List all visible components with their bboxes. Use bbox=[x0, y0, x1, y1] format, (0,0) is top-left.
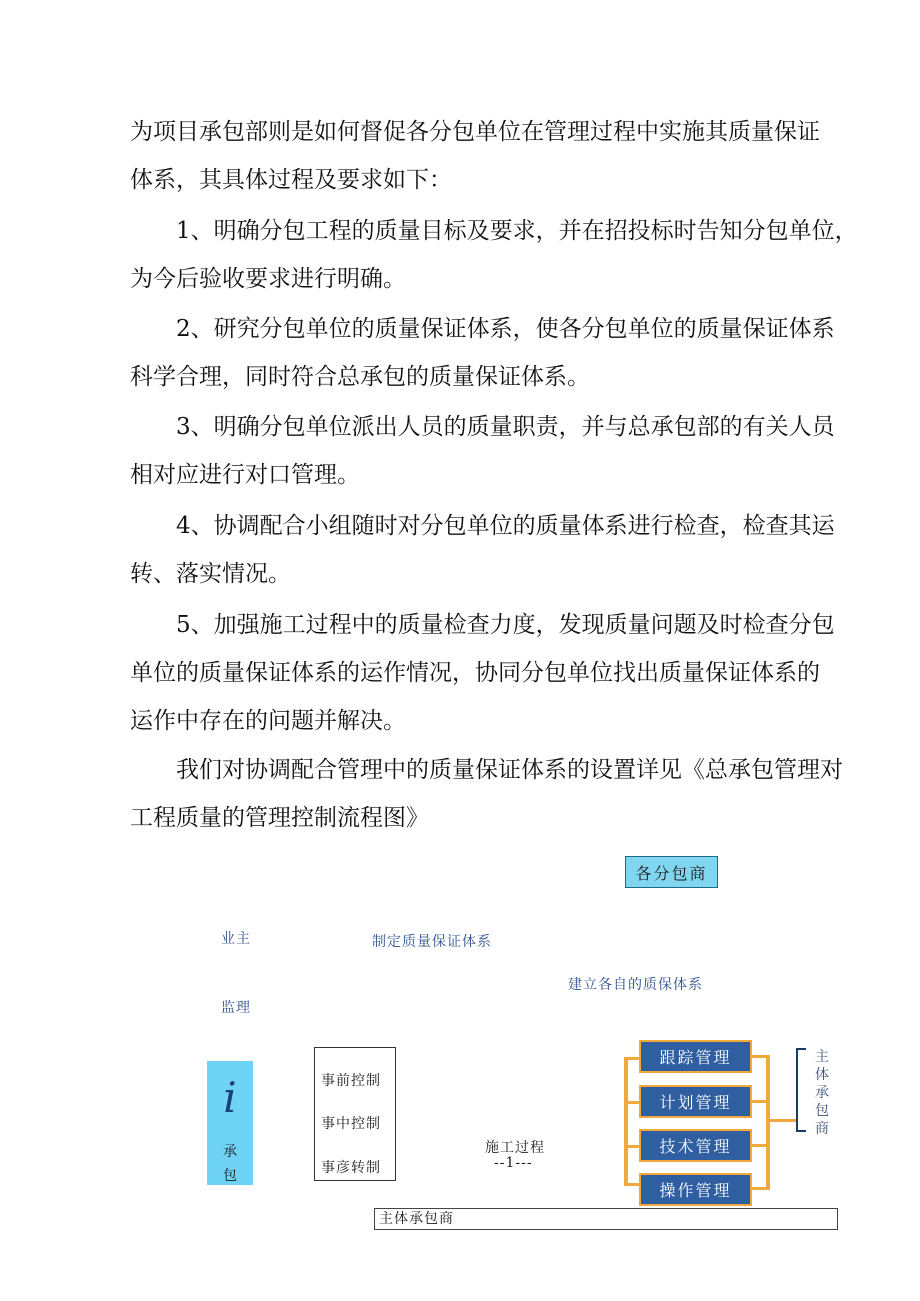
left-bracket-tick bbox=[624, 1057, 640, 1060]
left-bracket-tick bbox=[624, 1101, 640, 1104]
paragraph-item-3 bbox=[130, 403, 850, 499]
paragraph-item-1 bbox=[130, 207, 858, 303]
text-line: 科学合理，同时符合总承包的质量保证体系。 bbox=[130, 364, 590, 390]
text-line: 转、落实情况。 bbox=[130, 561, 291, 587]
make-system-label: 制定质量保证体系 bbox=[372, 934, 492, 950]
left-bracket-line bbox=[624, 1057, 628, 1185]
manager-box-technical: 技术管理 bbox=[639, 1129, 752, 1162]
outer-bracket-tick bbox=[796, 1048, 806, 1050]
main-contractor-box: 主体承包商 bbox=[374, 1208, 838, 1230]
control-item: 事中控制 bbox=[321, 1116, 381, 1132]
main-contractor-vertical-label: 主体承包商 bbox=[815, 1049, 829, 1137]
text-line: 为项目承包部则是如何督促各分包单位在管理过程中实施其质量保证 bbox=[130, 119, 820, 145]
paragraph-item-5 bbox=[130, 601, 850, 745]
text-line: 3、明确分包单位派出人员的质量职责，并与总承包部的有关人员 bbox=[176, 414, 835, 440]
text-line: 5、加强施工过程中的质量检查力度，发现质量问题及时检查分包 bbox=[176, 612, 835, 638]
text-line: 体系，其具体过程及要求如下： bbox=[130, 167, 452, 193]
process-label: 施工过程 bbox=[485, 1140, 545, 1156]
paragraph-item-4 bbox=[130, 502, 850, 598]
right-bracket-out bbox=[766, 1119, 796, 1122]
text-line: 4、协调配合小组随时对分包单位的质量体系进行检查，检查其运 bbox=[176, 513, 835, 539]
subcontractors-box: 各分包商 bbox=[625, 856, 718, 888]
text-line: 2、研究分包单位的质量保证体系，使各分包单位的质量保证体系 bbox=[176, 316, 835, 342]
bar-char: 承 bbox=[223, 1144, 237, 1160]
left-bracket-tick bbox=[624, 1183, 640, 1186]
right-bracket-line bbox=[766, 1055, 770, 1190]
control-item: 事彦转制 bbox=[321, 1160, 381, 1176]
paragraph-intro bbox=[130, 108, 850, 204]
build-system-label: 建立各自的质保体系 bbox=[568, 977, 703, 993]
manager-box-planning: 计划管理 bbox=[639, 1085, 752, 1118]
info-icon: i bbox=[223, 1073, 237, 1122]
outer-bracket-tick bbox=[796, 1130, 806, 1132]
manager-box-tracking: 跟踪管理 bbox=[639, 1040, 752, 1073]
contractor-bar bbox=[207, 1061, 253, 1185]
text-line: 单位的质量保证体系的运作情况，协同分包单位找出质量保证体系的 bbox=[130, 660, 820, 686]
left-bracket-tick bbox=[624, 1145, 640, 1148]
control-box bbox=[314, 1047, 396, 1181]
text-line: 相对应进行对口管理。 bbox=[130, 462, 360, 488]
supervisor-label: 监理 bbox=[221, 1000, 251, 1016]
outer-bracket-line bbox=[796, 1048, 798, 1132]
text-line: 我们对协调配合管理中的质量保证体系的设置详见《总承包管理对 bbox=[176, 757, 843, 783]
paragraph-reference bbox=[130, 746, 850, 842]
control-item: 事前控制 bbox=[321, 1073, 381, 1089]
text-line: 1、明确分包工程的质量目标及要求，并在招投标时告知分包单位， bbox=[176, 218, 858, 244]
owner-label: 业主 bbox=[221, 931, 251, 947]
bar-char: 包 bbox=[223, 1168, 237, 1184]
text-line: 运作中存在的问题并解决。 bbox=[130, 708, 406, 734]
manager-box-operation: 操作管理 bbox=[639, 1173, 752, 1206]
text-line: 工程质量的管理控制流程图》 bbox=[130, 805, 429, 831]
process-sub-label: --1--- bbox=[494, 1155, 533, 1171]
paragraph-item-2 bbox=[130, 305, 850, 401]
text-line: 为今后验收要求进行明确。 bbox=[130, 266, 406, 292]
